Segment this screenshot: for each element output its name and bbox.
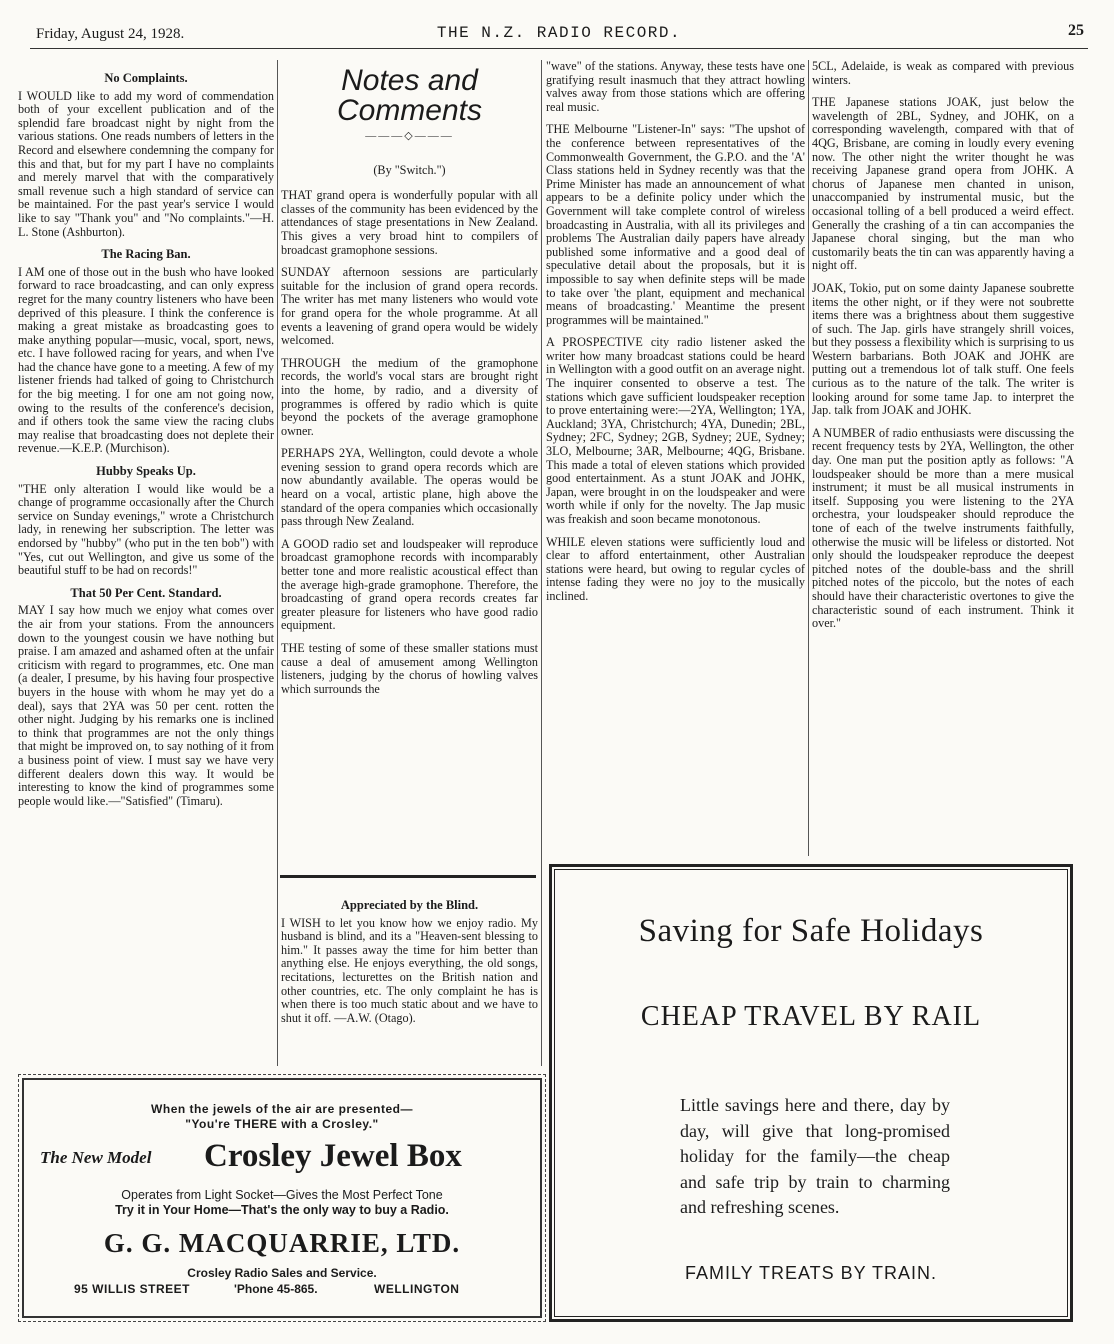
letter-text: "THE only alteration I would like would be a change of programme occasionally after the Church service on Sunday evenings," wrote a Christchurch lady, in renewing her subscription. The letter was endorsed by "hubby" (who put in the ten bob") with "Yes, cut out Wellington, and give us some of the beautiful stuff to be had on records!" xyxy=(18,481,274,578)
publication-title: THE N.Z. RADIO RECORD. xyxy=(436,24,682,42)
note-paragraph: A NUMBER of radio enthusiasts were discussing the recent frequency tests by 2YA, Wellington, the other day. One man put the position aptly as follows: "A loudspeaker should be more than a mere musical instrument; it must be all musical instruments in itself. Supposing you were listening to the 2YA orchestra, your loudspeaker should reproduce the tone of each of the twelve instruments faithfully, otherwise the music will be lifeless or distorted. Not only should the loudspeaker reproduce the deepest pitched notes of the double-bass and the shrill pitched notes of the piccolo, but the notes of each should have their characteristic overtones to give the characteristic sound of each instrument. Think it over." xyxy=(812,425,1074,631)
dealer-phone: 'Phone 45-865. xyxy=(234,1282,318,1296)
notes-column xyxy=(281,66,538,705)
note-paragraph: "wave" of the stations. Anyway, these tests have one gratifying result inasmuch that they attract howling valves away from those stations which are offering real music. xyxy=(546,59,805,114)
section-divider xyxy=(280,875,536,878)
column-rule xyxy=(808,60,809,856)
product-name: Crosley Jewel Box xyxy=(204,1138,462,1174)
note-paragraph: 5CL, Adelaide, is weak as compared with previous winters. xyxy=(812,59,1074,87)
note-paragraph: THAT grand opera is wonderfully popular with all classes of the community has been evidenced by the attendances of stage presentations in New Zealand. This gives a very broad hint to compilers of broadcast gramophone sessions. xyxy=(281,188,538,257)
section-title xyxy=(281,66,538,126)
note-paragraph: SUNDAY afternoon sessions are particularly suitable for the inclusion of grand opera records. The writer has met many listeners who would vote for grand opera for the whole programme. At all events a leavening of grand opera would be widely welcomed. xyxy=(281,265,538,348)
note-paragraph: THE testing of some of these smaller stations must cause a deal of amusement among Wellington listeners, judging by the chorus of howling valves which surrounds the xyxy=(281,641,538,696)
note-paragraph: THROUGH the medium of the gramophone records, the world's vocal stars are brought right into the home, by radio, and a diversity of programmes is offered by radio which is quite beyond the pockets of the average gramophone owner. xyxy=(281,355,538,438)
dealer-address: 95 WILLIS STREET xyxy=(74,1282,191,1296)
ad-tagline: When the jewels of the air are presented— xyxy=(151,1102,413,1116)
letters-column xyxy=(18,66,274,817)
crosley-ad-content xyxy=(24,1080,540,1316)
ad-slogan: "You're THERE with a Crosley." xyxy=(185,1117,379,1131)
rail-ad-subtitle: CHEAP TRAVEL BY RAIL xyxy=(640,1001,982,1032)
dealer-name: G. G. MACQUARRIE, LTD. xyxy=(103,1228,461,1258)
dealer-city: WELLINGTON xyxy=(374,1282,460,1296)
rail-advertisement xyxy=(549,864,1073,1322)
rail-ad-body: Little savings here and there, day by day, will give that long-promised holiday for the family—the cheap and safe trip by train to charming and refreshing scenes. xyxy=(680,1095,950,1217)
rail-ad-footer: FAMILY TREATS BY TRAIN. xyxy=(684,1263,938,1283)
letter-text: I AM one of those out in the bush who have looked forward to race broadcasting, and can only express regret for the many country listeners who have been deprived of this pleasure. I think the conference is making a great mistake as broadcasting goes to make anything popular—music, vocal, sport, news, etc. I have followed racing for years, and when I've had the chance have gone to a meeting. A few of my listener friends had talked of going to Christchurch for the big meeting. I for one am not going now, owing to the results of the conference's decision, and if others took the same view the racing clubs may realise that broadcasting does not deplete their revenue.—K.E.P. (Murchison). xyxy=(18,264,274,456)
letter-heading: That 50 Per Cent. Standard. xyxy=(70,585,222,600)
page-header xyxy=(30,22,1088,49)
page-number: 25 xyxy=(1068,22,1084,39)
note-paragraph: WHILE eleven stations were sufficiently loud and clear to afford entertainment, other Australian stations were heard, but owing to regular cycles of intense fading they were no joy to the musically inclined. xyxy=(546,534,805,603)
ad-feature: Operates from Light Socket—Gives the Most Perfect Tone xyxy=(121,1188,443,1202)
dealer-service: Crosley Radio Sales and Service. xyxy=(187,1266,377,1280)
title-ornament: ———◇——— xyxy=(365,130,454,142)
letter-heading: Hubby Speaks Up. xyxy=(96,464,196,479)
note-paragraph: THE Melbourne "Listener-In" says: "The upshot of the conference between representatives of the Commonwealth Government, the G.P.O. and the 'A' Class stations held in Sydney recently was that the Prime Minister has made an announcement of what appears to be a definite policy under which the Government will take complete control of wireless broadcasting in Australia, with all its privileges and problems The Australian daily papers have already published some informative and a good deal of speculative detail about the proposals, but it is impossible to say when definite steps will be made to take over 'the plant, equipment and mechanical means of broadcasting.' Meantime the present programmes will be maintained." xyxy=(546,122,805,327)
new-model-label: The New Model xyxy=(40,1148,152,1167)
note-paragraph: JOAK, Tokio, put on some dainty Japanese soubrette items the other night, or if they were not soubrette items there was a brightness about them suggestive of such. The Jap. girls have strangely shrill voices, but they possess a flexibility which is surprising to us Western barbarians. Both JOAK and JOHK are putting out a tremendous lot of talk stuff. One feels curious as to the nature of the talk. The writer is looking around for some tame Jap. to interpret the Jap. talk from JOAK and JOHK. xyxy=(812,280,1074,418)
letter-heading: Appreciated by the Blind. xyxy=(340,898,479,912)
letter-heading: No Complaints. xyxy=(104,71,188,85)
letter-text: MAY I say how much we enjoy what comes over the air from your stations. From the announcers down to the youngest cousin we have nothing but praise. I am amazed and ashamed often at the unfair criticism with regard to programmes, etc. One man (a dealer, I presume, by his having four prospective buyers in the house with whom he may yet do a deal), says that 2YA was 50 per cent. rotten the other night. Judging by his remarks one is inclined to think that programmes are not the only things that might be improved on, to say nothing of it from a business point of view. I must say we have very different dealers down this way. It would be interesting to know the kind of programmes some people would like.—"Satisfied" (Timaru). xyxy=(18,603,274,808)
byline: (By "Switch.") xyxy=(373,162,446,177)
note-paragraph: PERHAPS 2YA, Wellington, could devote a whole evening session to grand opera records which are now abundantly available. The operas would be heard on a vocal, artistic plane, high above the standard of the opera companies which occasionally pass through New Zealand. xyxy=(281,446,538,529)
note-paragraph: A GOOD radio set and loudspeaker will reproduce broadcast gramophone records with incomparably better tone and more realistic acoustical effect than the average high-grade gramophone. Therefore, the broadcasting of grand opera records creates far greater pleasure for listeners who have good radio equipment. xyxy=(281,536,538,633)
notes-column-continued xyxy=(546,60,805,613)
ad-call-to-action: Try it in Your Home—That's the only way to buy a Radio. xyxy=(115,1203,449,1217)
rail-ad-title: Saving for Safe Holidays xyxy=(638,913,984,949)
note-paragraph: A PROSPECTIVE city radio listener asked the writer how many broadcast stations could be heard in Wellington with a good outfit on an average night. The inquirer consented to observe a test. The stations which gave sufficient loudspeaker reception to prove entertaining were:—2YA, Wellington; 1YA, Auckland; 3YA, Christchurch; 4YA, Dunedin; 2BL, Sydney; 2FC, Sydney; 2GB, Sydney; 2UE, Sydney; 3LO, Melbourne; 3AR, Melbourne; 4QG, Brisbane. This made a total of eleven stations which provided good entertainment. As a stunt JOAK and JOHK, Japan, were brought in on the loudspeaker and were worth while if only for the novelty. The Jap music was freakish and soon became monotonous. xyxy=(546,335,805,526)
note-paragraph: THE Japanese stations JOAK, just below the wavelength of 2BL, Sydney, and JOHK, on a corresponding wavelength, compared with that of 4QG, Brisbane, are coming in loudly every evening now. The other night the writer thought he was receiving Japanese grand opera from JOHK. A chorus of Japanese men chanted in unison, unaccompanied by instrumental music, but the occasional tolling of a bell produced a weird effect. Generally the crashing of a tin can accompanies the Japanese choral singing, but the man who customarily beats the tin can was apparently having a night off. xyxy=(812,95,1074,273)
notes-column-final xyxy=(812,60,1074,640)
issue-date: Friday, August 24, 1928. xyxy=(36,26,185,42)
letter-heading: The Racing Ban. xyxy=(101,247,191,262)
section-title-line: Comments xyxy=(336,94,483,127)
column-rule xyxy=(541,60,542,1066)
letter-text: I WISH to let you know how we enjoy radio. My husband is blind, and its a "Heaven-sent blessing to him." It passes away the time for him better than anything else. He enjoys everything, the old songs, recitations, lecturettes on the British nation and other countries, etc. The only complaint he has is when there is too much static about and we have to shut it off. —A.W. (Otago). xyxy=(281,915,538,1025)
column-rule xyxy=(277,60,278,1066)
blind-letter xyxy=(281,893,538,1034)
crosley-advertisement xyxy=(22,1078,542,1318)
section-title-line: Notes and xyxy=(341,64,478,97)
letter-text: I WOULD like to add my word of commendation both of your excellent publication and of the splendid fare broadcast night by night from the various stations. One reads numbers of letters in the Record and elsewhere condemning the company for this and that, but for my part I have no complaints and merely marvel that with the comparatively small revenue such a high standard of service can be maintained. For the past year's service I would like to say "Thank you" and "No complaints."—H. L. Stone (Ashburton). xyxy=(18,88,274,239)
